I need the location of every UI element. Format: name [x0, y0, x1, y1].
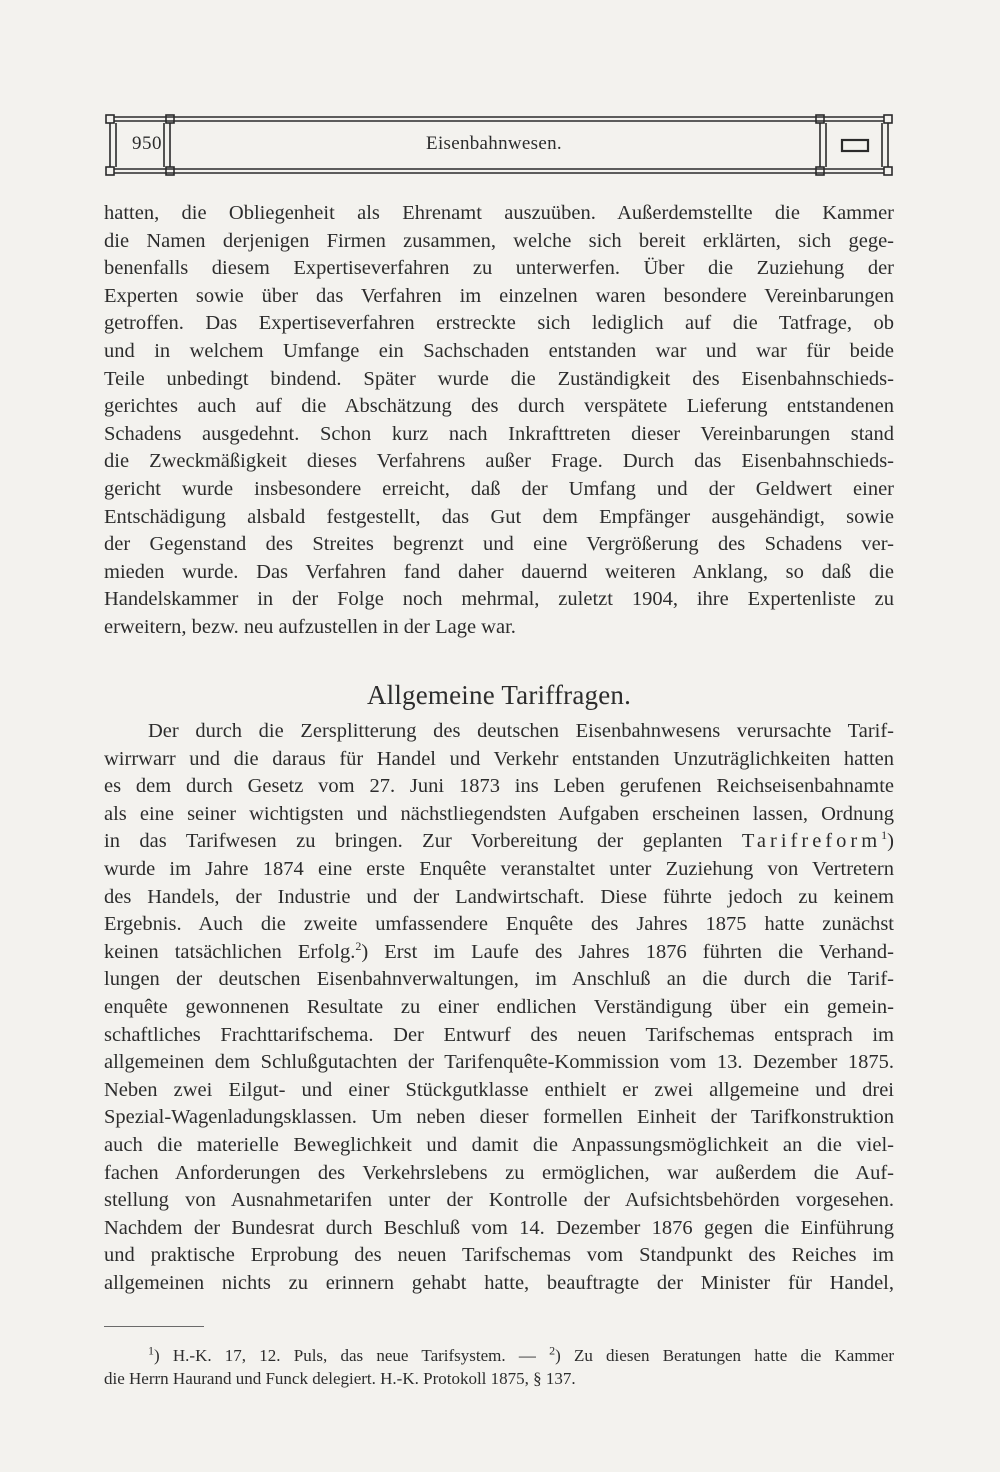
- text-line: hatten, die Obliegenheit als Ehrenamt auszuüben. Außerdemstellte die Kammer: [104, 202, 894, 224]
- text-line: auch die materielle Beweglichkeit und damit die Anpassungsmöglichkeit an die viel-: [104, 1133, 894, 1156]
- text-segment: keinen tatsächlichen Erfolg.: [104, 940, 356, 963]
- text-line: keinen tatsächlichen Erfolg.$^2$) Erst im Laufe des Jahres 1876 führten die Verhand-: [104, 938, 894, 963]
- text-line: Der durch die Zersplitterung des deutschen Eisenbahnwesens verursachte Tarif-: [148, 720, 894, 742]
- text-segment: in das Tarifwesen zu bringen. Zur Vorbereitung der geplanten: [104, 830, 723, 853]
- text-line: benenfalls diesem Expertiseverfahren zu unterwerfen. Über die Zuziehung der: [104, 257, 894, 280]
- text-line: allgemeinen dem Schlußgutachten der Tarifenquête-Kommission vom 13. Dezember 1875.: [104, 1051, 894, 1074]
- text-line: allgemeinen nichts zu erinnern gehabt hatte, beauftragte der Minister für Handel,: [104, 1271, 894, 1294]
- text-line: als eine seiner wichtigsten und nächstliegendsten Aufgaben erscheinen lassen, Ordnung: [104, 802, 894, 825]
- text-line: es dem durch Gesetz vom 27. Juni 1873 ins Leben gerufenen Reichseisenbahnamte: [104, 775, 894, 798]
- text-line: mieden wurde. Das Verfahren fand daher dauernd weiteren Anklang, so daß die: [104, 560, 894, 583]
- text-line: lungen der deutschen Eisenbahnverwaltungen, im Anschluß an die durch die Tarif-: [104, 968, 894, 991]
- text-segment: Erst im Laufe des Jahres 1876 führten die Verhand-: [368, 940, 894, 963]
- text-line: die Namen derjenigen Firmen zusammen, welche sich bereit erklärten, sich gege-: [104, 229, 894, 252]
- text-line: Ergebnis. Auch die zweite umfassendere Enquête des Jahres 1875 hatte zunächst: [104, 913, 894, 936]
- text-line: die Zweckmäßigkeit dieses Verfahrens außer Frage. Durch das Eisenbahnschieds-: [104, 450, 894, 473]
- footnote-text: ) H.-K. 17, 12. Puls, das neue Tarifsystem. —: [154, 1346, 550, 1365]
- text-line: Neben zwei Eilgut- und einer Stückgutklasse enthielt er zwei allgemeine und drei: [104, 1078, 894, 1101]
- footnote-marker: 1: [148, 1344, 154, 1358]
- footnote-line: [104, 1344, 894, 1367]
- footnotes: [104, 1344, 894, 1390]
- footnote-ref: 2: [355, 938, 362, 953]
- text-line: und praktische Erprobung des neuen Tarifschemas vom Standpunkt des Reiches im: [104, 1244, 894, 1267]
- running-header: [104, 113, 894, 177]
- text-line: wirrwarr und die daraus für Handel und Verkehr entstanden Unzuträglichkeiten hatten: [104, 747, 894, 770]
- running-title: Eisenbahnwesen.: [426, 133, 562, 154]
- text-line: Spezial-Wagenladungsklassen. Um neben dieser formellen Einheit der Tarifkonstruktion: [104, 1106, 894, 1129]
- text-line: Nachdem der Bundesrat durch Beschluß vom 14. Dezember 1876 gegen die Einführung: [104, 1216, 894, 1239]
- text-line: wurde im Jahre 1874 eine erste Enquête veranstaltet unter Zuziehung von Vertretern: [104, 857, 894, 880]
- text-line: der Gegenstand des Streites begrenzt und eine Vergrößerung des Schadens ver-: [104, 533, 894, 556]
- paragraph-2: [104, 718, 894, 1297]
- text-line: erweitern, bezw. neu aufzustellen in der Lage war.: [104, 615, 516, 638]
- page-number: 950: [132, 133, 162, 154]
- text-line: des Handels, der Industrie und der Landwirtschaft. Diese führte jedoch zu keinem: [104, 885, 894, 908]
- footnote-marker: 2: [549, 1344, 556, 1358]
- text-line: Experten sowie über das Verfahren im einzelnen waren besondere Vereinbarungen: [104, 284, 894, 307]
- section-heading: Allgemeine Tariffragen.: [366, 680, 632, 710]
- text-line: Teile unbedingt bindend. Später wurde die Zuständigkeit des Eisenbahnschieds-: [104, 367, 894, 390]
- footnote-text: ) Zu diesen Beratungen hatte die Kammer: [555, 1346, 894, 1365]
- emphasized-term: Tarifreform: [741, 830, 882, 853]
- text-line: getroffen. Das Expertiseverfahren erstreckte sich lediglich auf die Tatfrage, ob: [104, 312, 894, 335]
- text-line: Handelskammer in der Folge noch mehrmal, zuletzt 1904, ihre Expertenliste zu: [104, 588, 894, 611]
- paragraph-1: [104, 200, 894, 642]
- text-line: schaftliches Frachttarifschema. Der Entwurf des neuen Tarifschemas entsprach im: [104, 1023, 894, 1046]
- text-line: enquête gewonnenen Resultate zu einer endlichen Verständigung über ein gemein-: [104, 995, 894, 1018]
- text-line: Schadens ausgedehnt. Schon kurz nach Inkrafttreten dieser Vereinbarungen stand: [104, 422, 894, 445]
- text-line: Entschädigung alsbald festgestellt, das Gut dem Empfänger ausgehändigt, sowie: [104, 505, 894, 528]
- text-line: gerichtes auch auf die Abschätzung des durch verspätete Lieferung entstandenen: [104, 395, 894, 418]
- footnote-ref: 1: [881, 828, 888, 843]
- text-line: und in welchem Umfange ein Sachschaden entstanden war und war für beide: [104, 339, 894, 362]
- text-line: gericht wurde insbesondere erreicht, daß der Umfang und der Geldwert einer: [104, 477, 894, 500]
- text-line: fachen Anforderungen des Verkehrslebens zu ermöglichen, war außerdem die Auf-: [104, 1161, 894, 1184]
- text-line: in das Tarifwesen zu bringen. Zur Vorbereitung der geplanten Tarifreform$^1$): [104, 828, 894, 853]
- footnote-divider: [104, 1326, 204, 1327]
- text-line: stellung von Ausnahmetarifen unter der Kontrolle der Aufsichtsbehörden vorgesehen.: [104, 1189, 894, 1212]
- footnote-line: die Herrn Haurand und Funck delegiert. H.-K. Protokoll 1875, § 137.: [104, 1369, 576, 1388]
